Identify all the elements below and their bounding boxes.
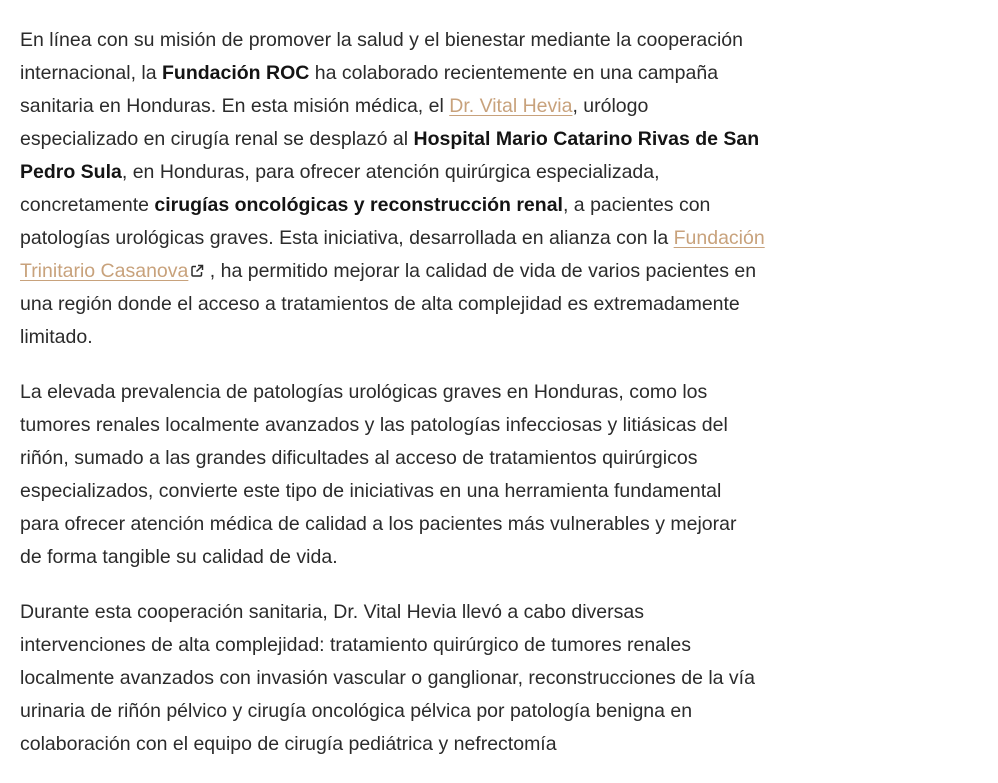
p2-line-3: riñón, sumado a las grandes dificultades al acceso de tratamientos quirúrgicos [20,447,698,469]
p3-line-4: urinaria de riñón pélvico y cirugía oncológica pélvica por patología benigna en [20,700,693,722]
p2-line-6: de forma tangible su calidad de vida. [20,546,338,568]
article-body [20,24,880,783]
hospital-name-cont: Pedro Sula [20,161,122,183]
text: limitado. [20,326,93,348]
external-link-icon[interactable] [190,264,204,278]
p3-line-1: Durante esta cooperación sanitaria, Dr. Vital Hevia llevó a cabo diversas [20,601,644,623]
surgery-types: cirugías oncológicas y reconstrucción renal [154,194,563,216]
text: internacional, la [20,62,163,84]
p3-line-2: intervenciones de alta complejidad: tratamiento quirúrgico de tumores renales [20,634,691,656]
foundation-name: Fundación ROC [162,62,310,84]
p1-line-2 [20,57,880,90]
p1-line-4 [20,123,880,156]
doctor-link[interactable]: Dr. Vital Hevia [449,95,573,117]
text: patologías urológicas graves. Esta iniciativa, desarrollada en alianza con la [20,227,674,249]
text: , urólogo [572,95,649,117]
paragraph-3 [20,596,880,761]
p3-line-5: colaboración con el equipo de cirugía pediátrica y nefrectomía [20,733,557,755]
p1-line-9 [20,288,880,321]
p1-line-7 [20,222,880,255]
p2-line-1: La elevada prevalencia de patologías urológicas graves en Honduras, como los [20,381,708,403]
paragraph-2 [20,376,880,574]
text: , a pacientes con [562,194,711,216]
hospital-name: Hospital Mario Catarino Rivas de San [413,128,760,150]
text: sanitaria en Honduras. En esta misión médica, el [20,95,450,117]
p2-line-4: especializados, convierte este tipo de iniciativas en una herramienta fundamental [20,480,722,502]
p3-line-3: localmente avanzados con invasión vascular o ganglionar, reconstrucciones de la vía [20,667,755,689]
p1-line-3 [20,90,880,123]
text: , ha permitido mejorar la calidad de vida de varios pacientes en [204,260,757,282]
text: concretamente [20,194,155,216]
fundacion-trinitario-link-cont[interactable]: Trinitario Casanova [20,260,189,282]
text: En línea con su misión de promover la salud y el bienestar mediante la cooperación [20,29,743,51]
p1-line-1 [20,24,880,57]
text: , en Honduras, para ofrecer atención quirúrgica especializada, [121,161,660,183]
text: ha colaborado recientemente en una campaña [309,62,719,84]
text: una región donde el acceso a tratamientos de alta complejidad es extremadamente [20,293,740,315]
p2-line-2: tumores renales localmente avanzados y las patologías infecciosas y litiásicas del [20,414,728,436]
p1-line-5 [20,156,880,189]
p2-line-5: para ofrecer atención médica de calidad a los pacientes más vulnerables y mejorar [20,513,737,535]
p1-line-6 [20,189,880,222]
text: especializado en cirugía renal se desplazó al [20,128,414,150]
p1-line-8 [20,255,880,288]
fundacion-trinitario-link[interactable]: Fundación [673,227,765,249]
paragraph-1 [20,24,880,354]
p1-line-10 [20,321,880,354]
